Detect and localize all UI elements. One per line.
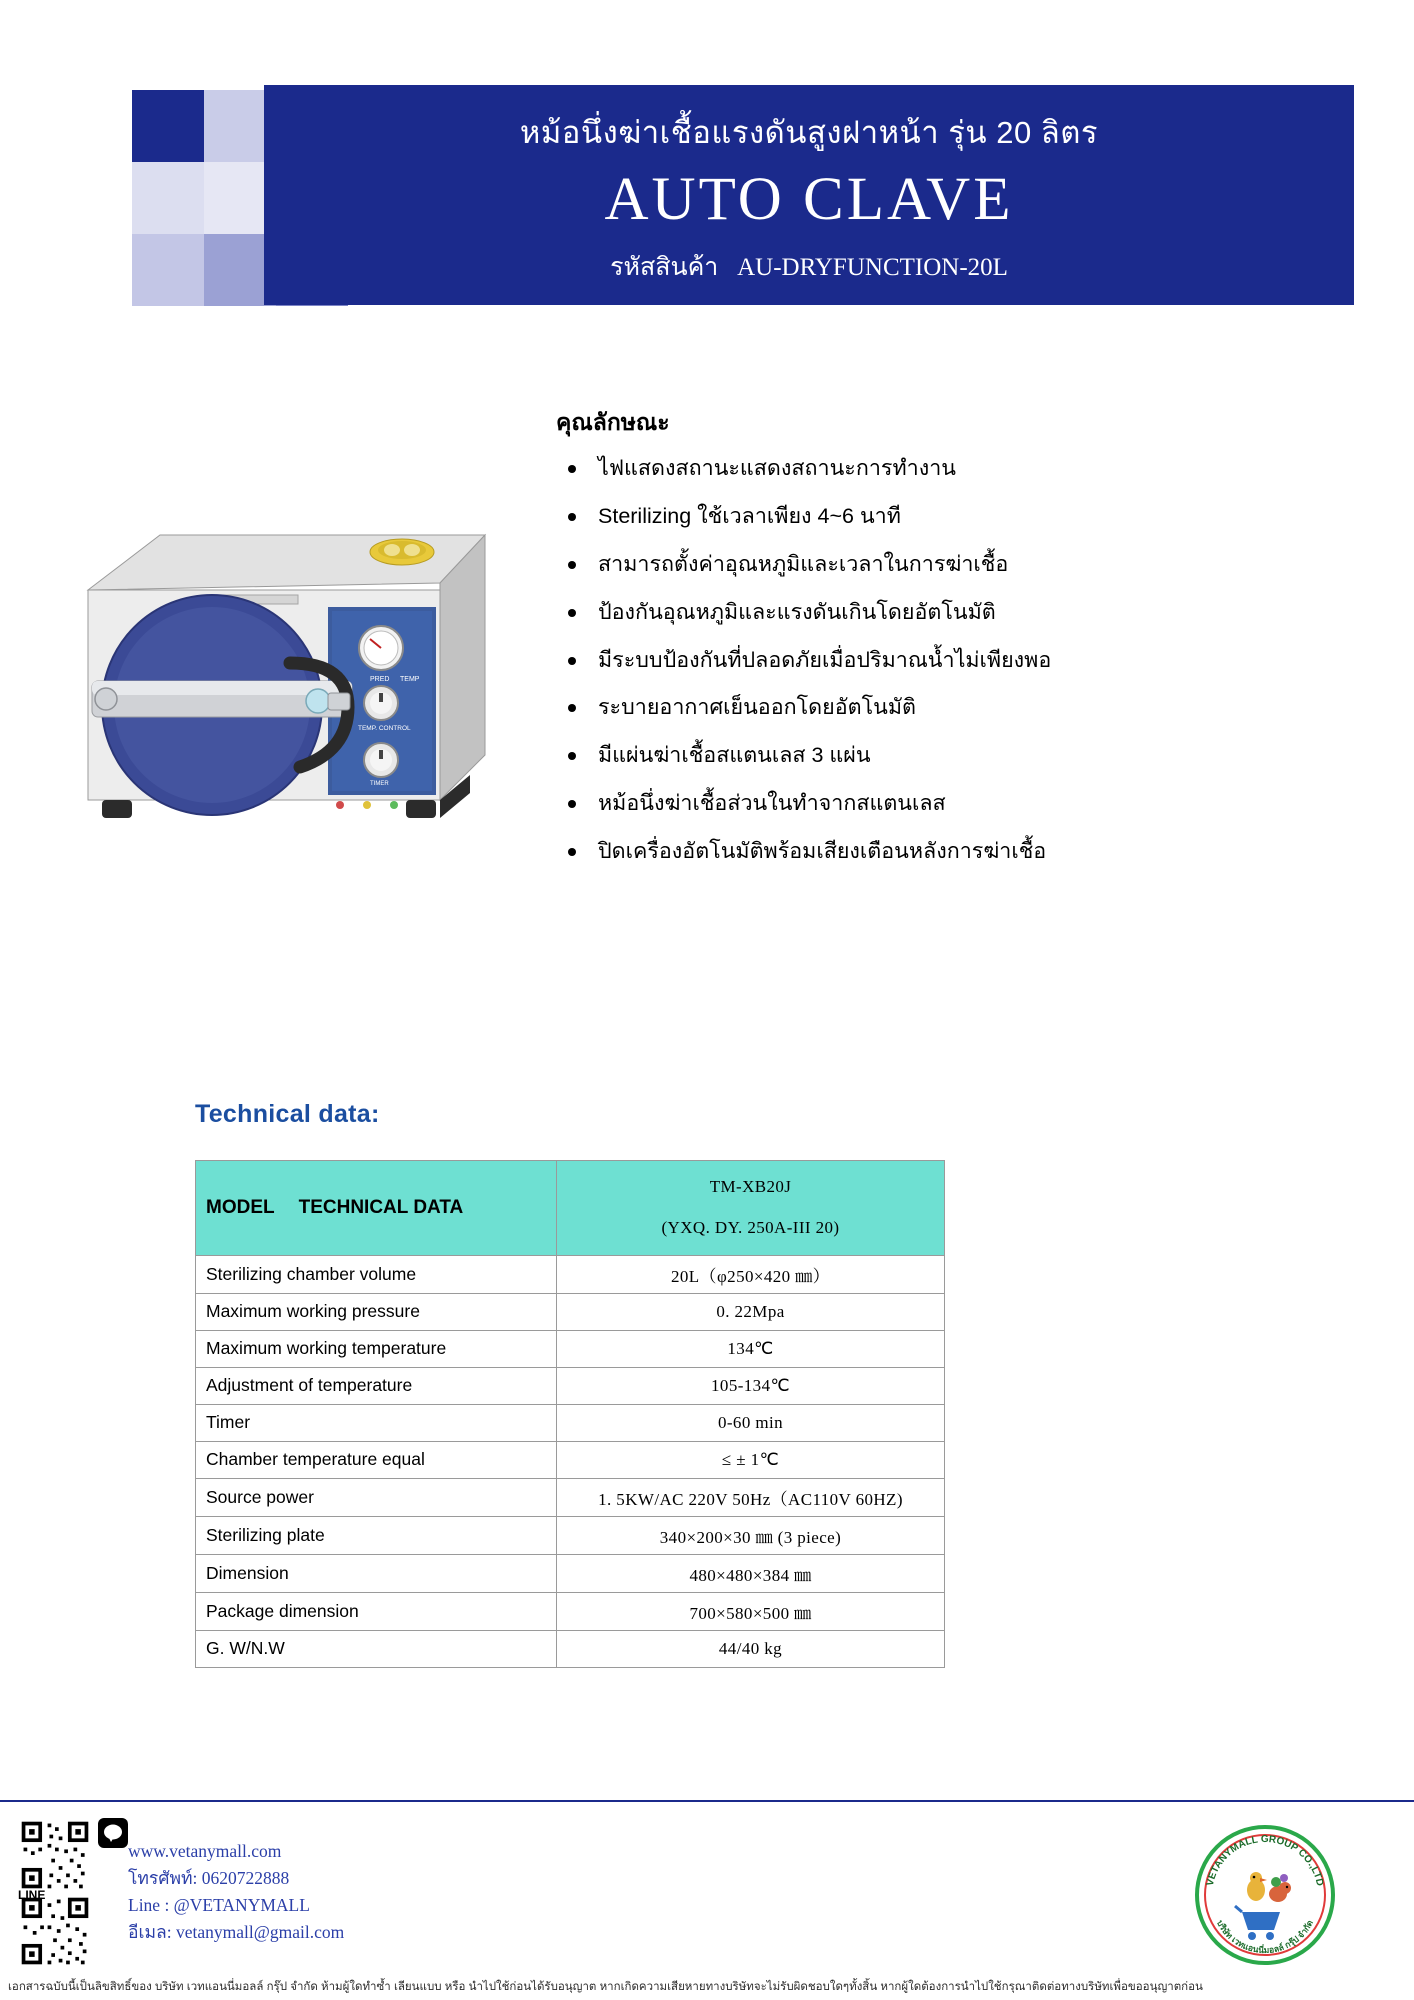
product-code-value: AU-DRYFUNCTION-20L: [737, 254, 1008, 281]
row-value: 340×200×30 ㎜ (3 piece): [557, 1516, 945, 1554]
svg-text:TEMP: TEMP: [400, 676, 420, 683]
page-title: AUTO CLAVE: [604, 166, 1014, 233]
phone-number: โทรศัพท์: 0620722888: [128, 1868, 290, 1889]
table-row: [196, 1441, 945, 1478]
product-code: [264, 247, 1354, 287]
table-row: [196, 1367, 945, 1404]
email-address[interactable]: อีเมล: vetanymall@gmail.com: [128, 1922, 345, 1943]
row-value: 105-134℃: [557, 1367, 945, 1404]
technical-data-heading: Technical data:: [195, 1100, 380, 1128]
line-id: Line : @VETANYMALL: [128, 1895, 310, 1916]
features-list: [556, 455, 1356, 886]
svg-text:TIMER: TIMER: [370, 781, 389, 787]
table-row: [196, 1592, 945, 1630]
header-banner: [264, 85, 1354, 305]
model-standard: (YXQ. DY. 250A-III 20): [661, 1217, 840, 1237]
table-row: [196, 1630, 945, 1667]
row-label: G. W/N.W: [196, 1630, 557, 1667]
row-label: Chamber temperature equal: [196, 1441, 557, 1478]
list-item: ระบายอากาศเย็นออกโดยอัตโนมัติ: [556, 694, 1356, 721]
row-value: 44/40 kg: [557, 1630, 945, 1667]
table-row: [196, 1293, 945, 1330]
row-label: Sterilizing plate: [196, 1516, 557, 1554]
table-header-model-value: [557, 1161, 945, 1256]
table-row: [196, 1330, 945, 1367]
row-value: 20L（φ250×420 ㎜）: [557, 1255, 945, 1293]
list-item: Sterilizing ใช้เวลาเพียง 4~6 นาที: [556, 503, 1356, 530]
list-item: ปิดเครื่องอัตโนมัติพร้อมเสียงเตือนหลังการฆ่าเชื้อ: [556, 838, 1356, 865]
table-header-model: [196, 1161, 557, 1256]
copyright-disclaimer: เอกสารฉบับนี้เป็นลิขสิทธิ์ของ บริษัท เวทแอนนี่มอลล์ กรุ๊ป จำกัด ห้ามผู้ใดทำซ้ำ เลียนแบบ หรือ นำไปใช้ก่อนได้รับอนุญาต หากเกิดความเสียหายทางบริษัทจะไม่รับผิดชอบใดๆทั้งสิ้น หากผู้ใดต้องการนำไปใช้กรุณาติดต่อทางบริษัทเพื่อขออนุญาตก่อน: [8, 1981, 1203, 1993]
list-item: มีระบบป้องกันที่ปลอดภัยเมื่อปริมาณน้ำไม่เพียงพอ: [556, 647, 1356, 674]
table-header-row: [196, 1161, 945, 1256]
row-value: 0. 22Mpa: [557, 1293, 945, 1330]
table-row: [196, 1554, 945, 1592]
website-link[interactable]: www.vetanymall.com: [128, 1841, 282, 1861]
technical-data-table: [195, 1160, 945, 1668]
qr-code-top-left: [18, 1818, 92, 1892]
logo-bottom-text: บริษัท เวทแอนนี่มอลล์ กรุ๊ป จำกัด: [1215, 1918, 1315, 1956]
row-label: Source power: [196, 1478, 557, 1516]
list-item: มีแผ่นฆ่าเชื้อสแตนเลส 3 แผ่น: [556, 742, 1356, 769]
svg-text:PRED: PRED: [370, 676, 390, 683]
list-item: ป้องกันอุณหภูมิและแรงดันเกินโดยอัตโนมัติ: [556, 599, 1356, 626]
row-value: 134℃: [557, 1330, 945, 1367]
features-heading: คุณลักษณะ: [556, 409, 670, 435]
table-header-technicaldata-label: TECHNICAL DATA: [298, 1196, 464, 1218]
svg-text:TEMP. CONTROL: TEMP. CONTROL: [358, 725, 411, 732]
logo-top-text: VETANYMALL GROUP CO.,LTD: [1204, 1833, 1326, 1888]
list-item: สามารถตั้งค่าอุณหภูมิและเวลาในการฆ่าเชื้อ: [556, 551, 1356, 578]
page-header: [62, 60, 1354, 340]
row-value: 480×480×384 ㎜: [557, 1554, 945, 1592]
product-image-autoclave: [40, 455, 510, 855]
row-label: Adjustment of temperature: [196, 1367, 557, 1404]
row-value: 0-60 min: [557, 1404, 945, 1441]
line-label: LINE: [18, 1888, 46, 1902]
row-label: Maximum working temperature: [196, 1330, 557, 1367]
company-logo: [1190, 1820, 1340, 1970]
table-header-model-label: MODEL: [206, 1196, 275, 1218]
row-label: Timer: [196, 1404, 557, 1441]
model-name: TM-XB20J: [709, 1177, 792, 1196]
row-value: 700×580×500 ㎜: [557, 1592, 945, 1630]
qr-code-bottom-left: [18, 1894, 92, 1968]
row-label: Maximum working pressure: [196, 1293, 557, 1330]
table-row: [196, 1478, 945, 1516]
list-item: ไฟแสดงสถานะแสดงสถานะการทำงาน: [556, 455, 1356, 482]
row-value: 1. 5KW/AC 220V 50Hz（AC110V 60HZ): [557, 1478, 945, 1516]
table-row: [196, 1516, 945, 1554]
row-label: Dimension: [196, 1554, 557, 1592]
table-row: [196, 1255, 945, 1293]
list-item: หม้อนึ่งฆ่าเชื้อส่วนในทำจากสแตนเลส: [556, 790, 1356, 817]
row-label: Package dimension: [196, 1592, 557, 1630]
row-label: Sterilizing chamber volume: [196, 1255, 557, 1293]
product-code-label: รหัสสินค้า: [610, 254, 719, 281]
line-app-icon: [98, 1818, 128, 1848]
table-row: [196, 1404, 945, 1441]
footer-divider: [0, 1800, 1414, 1802]
contact-block: [128, 1838, 344, 1947]
row-value: ≤ ± 1℃: [557, 1441, 945, 1478]
header-thai-title: หม้อนึ่งฆ่าเชื้อแรงดันสูงฝาหน้า รุ่น 20 ลิตร: [519, 115, 1099, 150]
